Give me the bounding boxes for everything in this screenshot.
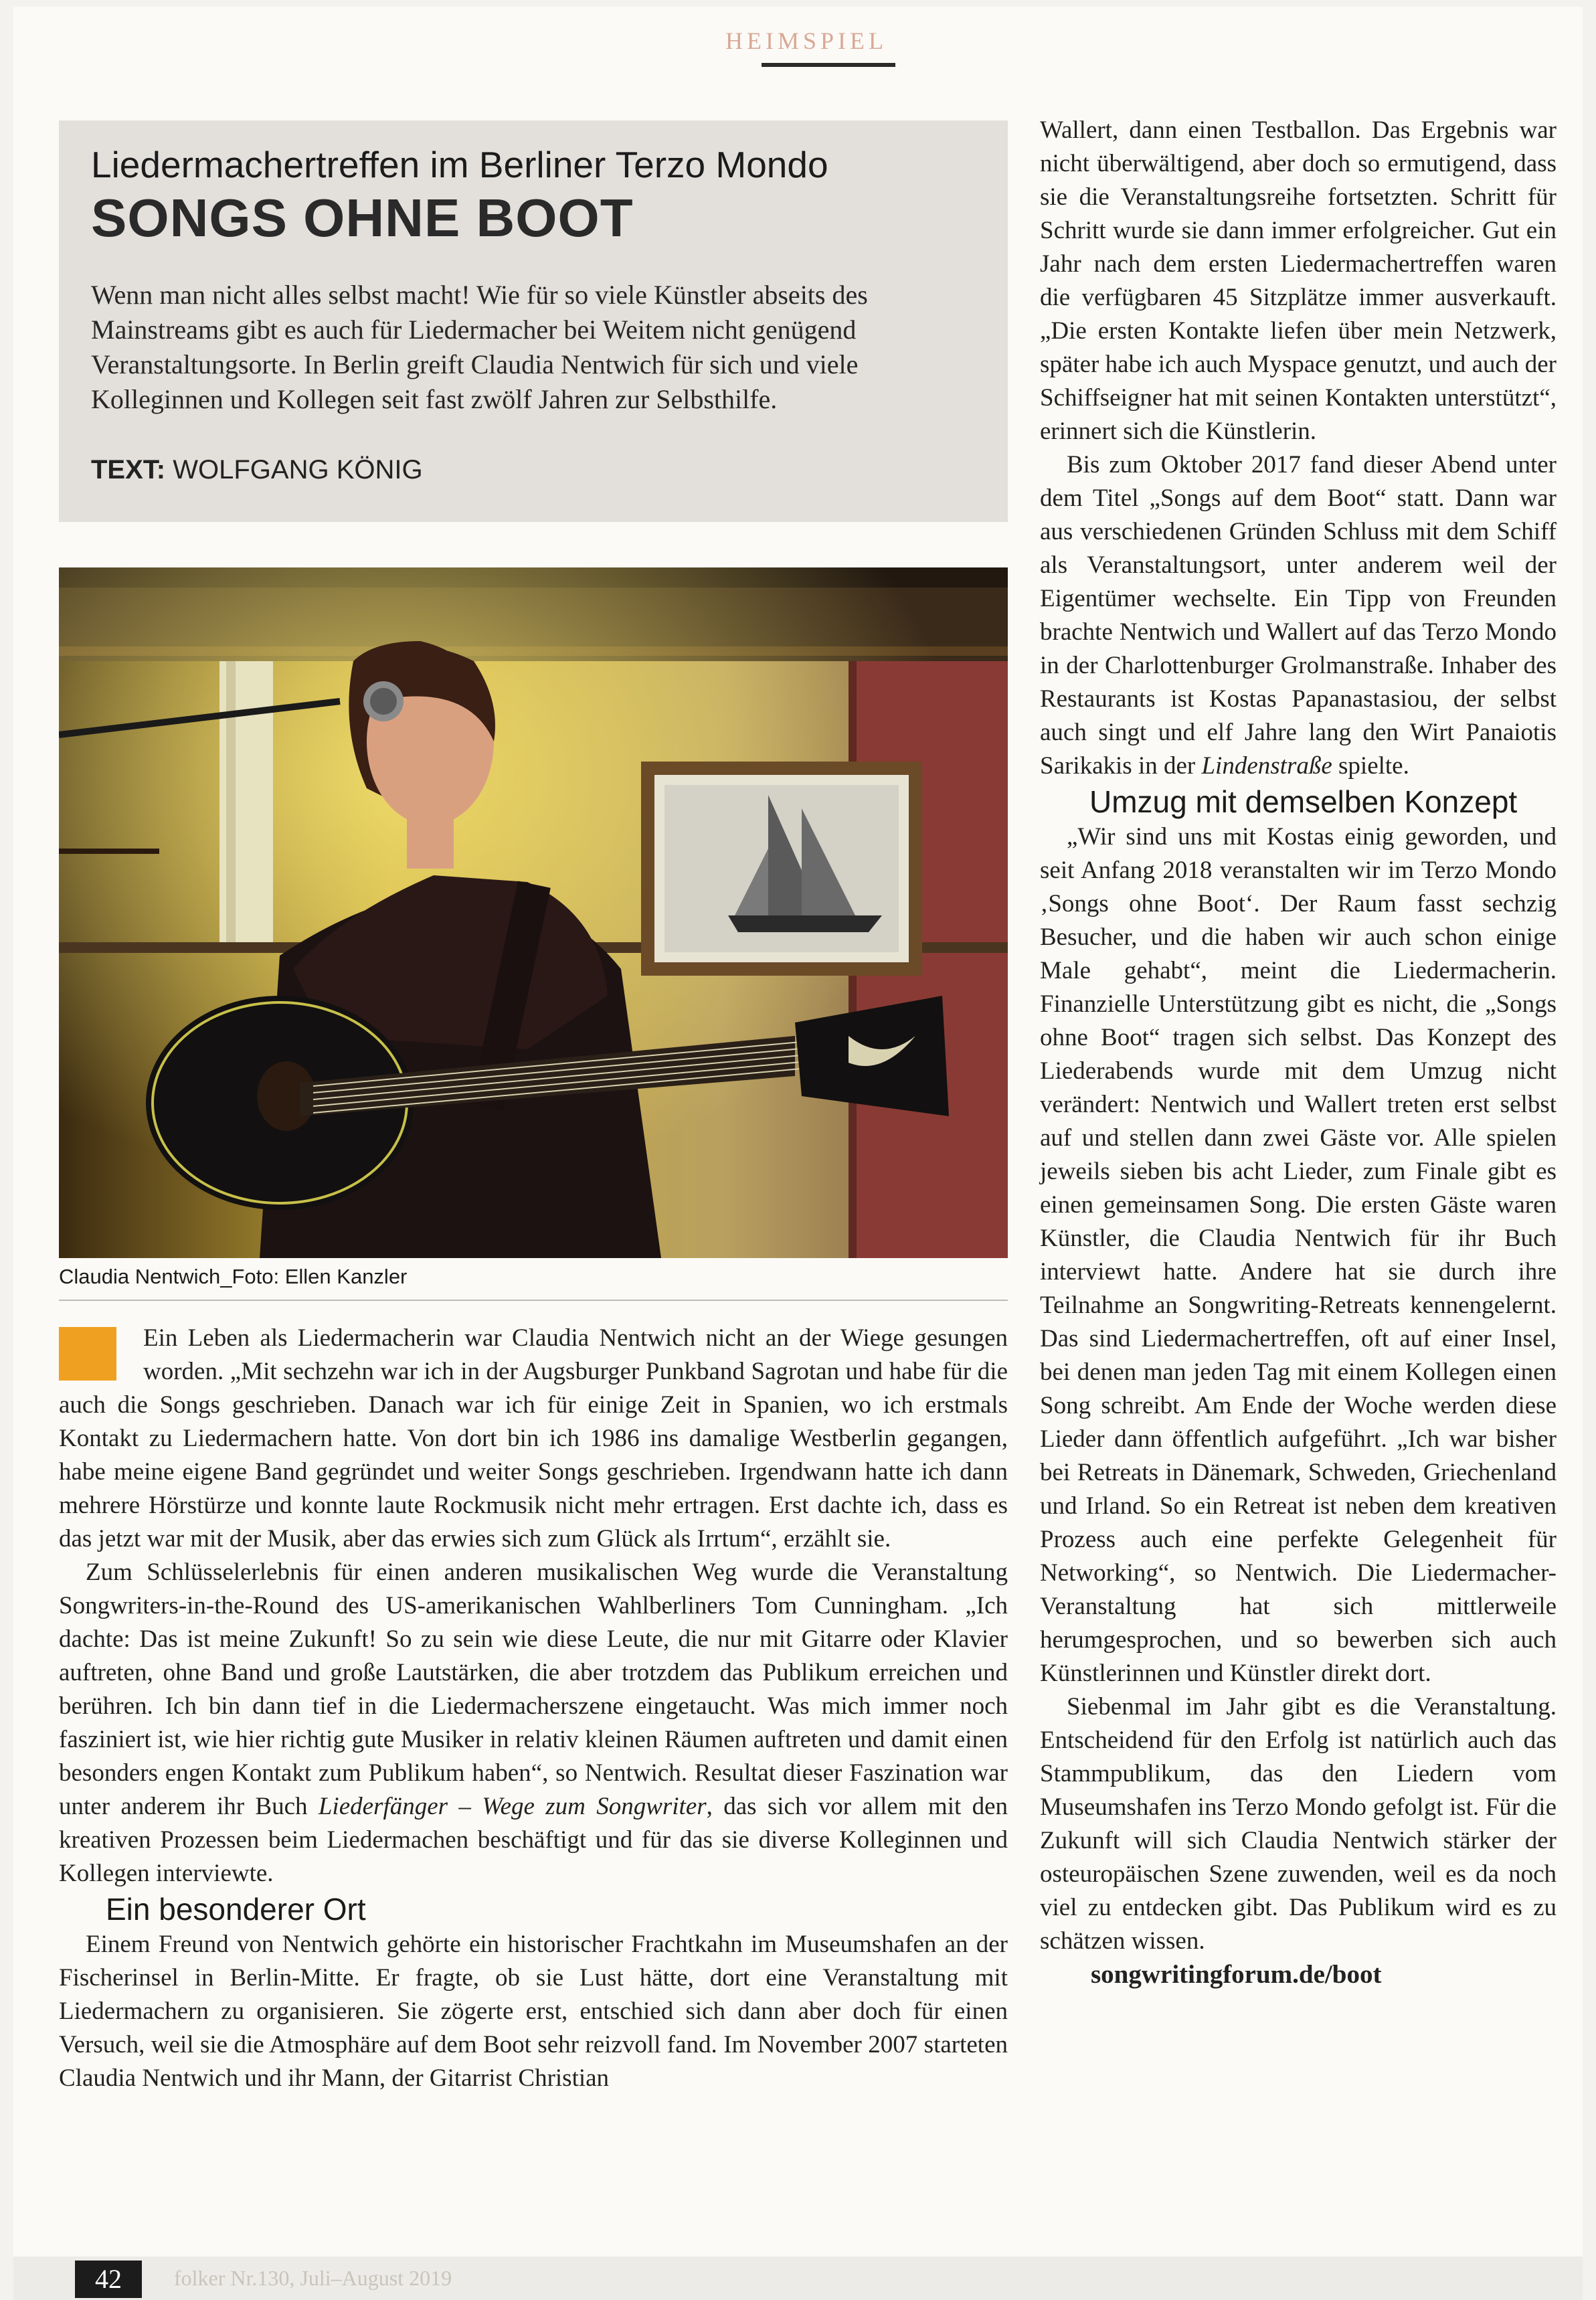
author-label: TEXT: <box>91 455 166 484</box>
author-name: WOLFGANG KÖNIG <box>173 455 423 484</box>
subheading-umzug: Umzug mit demselben Konzept <box>1089 784 1518 819</box>
left-column <box>59 1322 1008 2095</box>
article-title: SONGS OHNE BOOT <box>91 188 634 248</box>
caption-rule <box>59 1300 1008 1301</box>
paragraph-1-text: Ein Leben als Liedermacherin war Claudia Nentwich nicht an der Wiege gesungen worden. „Mit sechzehn war ich in der Augsburger Punkband Sagrotan und habe für die auch die Songs geschrieben. Danach war ich für einige Zeit in Spanien, wo ich erstmals Kontakt zu Liedermachern hatte. Von dort bin ich 1986 ins damalige Westberlin gegangen, habe meine eigene Band gegründet und weiter Songs geschrieben. Irgendwann hatte ich dann mehrere Hörstürze und konnte laute Rockmusik nicht mehr ertragen. Erst dachte ich, dass es das jetzt war mit der Musik, aber das erwies sich zum Glück als Irrtum“, erzählt sie. <box>59 1324 1008 1553</box>
paragraph-1 <box>59 1322 1008 1556</box>
photo-caption: Claudia Nentwich_Foto: Ellen Kanzler <box>59 1265 408 1288</box>
section-header: HEIMSPIEL <box>725 27 887 54</box>
paragraph-7: Siebenmal im Jahr gibt es die Veranstaltung. Entscheidend für den Erfolg ist natürlich auch das Stammpublikum, das den Liedern vom Museumshafen ins Terzo Mondo gefolgt ist. Für die Zukunft will sich Claudia Nentwich stärker der osteuropäischen Szene zuwenden, weil es da noch viel zu entdecken gibt. Das Publikum wird es zu schätzen wissen. <box>1040 1693 1557 1955</box>
tv-show-title: Lindenstraße <box>1201 752 1332 780</box>
framed-ship-picture <box>641 762 922 976</box>
paragraph-3: Einem Freund von Nentwich gehörte ein historischer Frachtkahn im Museumshafen an der Fischerinsel in Berlin-Mitte. Er fragte, ob sie Lust hätte, dort eine Veranstaltung mit Liedermachern zu organisieren. Sie zögerte erst, entschied sich dann aber doch für einen Versuch, weil sie die Atmosphäre auf dem Boot sehr reizvoll fand. Im November 2007 starteten Claudia Nentwich und ihr Mann, der Gitarrist Christian <box>59 1931 1008 2092</box>
magazine-page <box>13 7 1583 2300</box>
paragraph-6: „Wir sind uns mit Kostas einig geworden, und seit Anfang 2018 veranstalten wir im Terzo Mondo ‚Songs ohne Boot‘. Der Raum fasst sechzig Besucher, und die haben wir auch schon einige Male gehabt“, meint die Liedermacherin. Finanzielle Unterstützung gibt es nicht, die „Songs ohne Boot“ tragen sich selbst. Das Konzept des Liederabends wurde mit dem Umzug nicht verändert: Nentwich und Wallert treten erst selbst auf und stellen dann zwei Gäste vor. Alle spielen jeweils sieben bis acht Lieder, zum Finale gibt es einen gemeinsamen Song. Die ersten Gäste waren Künstler, die Claudia Nentwich für ihr Buch interviewt hatte. Andere hat sie durch ihre Teilnahme an Songwriting-Retreats kennengelernt. Das sind Liedermachertreffen, oft auf einer Insel, bei denen man jeden Tag mit einem Kollegen einen Song schreibt. Am Ende der Woche werden diese Lieder dann öffentlich aufgeführt. „Ich war bisher bei Retreats in Dänemark, Schweden, Griechenland und Irland. So ein Retreat ist neben dem kreativen Prozess auch eine perfekte Gelegenheit für Networking“, so Nentwich. Die Liedermacher-Veranstaltung hat sich mittlerweile herumgesprochen, und so bewerben sich auch Künstlerinnen und Künstler direkt dort. <box>1040 823 1557 1687</box>
subheading-ein-besonderer-ort: Ein besonderer Ort <box>106 1892 366 1927</box>
article-photo <box>59 567 1008 1258</box>
article-lead: Wenn man nicht alles selbst macht! Wie für so viele Künstler abseits des Mainstreams gibt es auch für Liedermacher bei Weitem nicht genügend Veranstaltungsorte. In Berlin greift Claudia Nentwich für sich und viele Kolleginnen und Kollegen seit fast zwölf Jahren zur Selbsthilfe. <box>91 280 868 414</box>
paragraph-5-text-a: Bis zum Oktober 2017 fand dieser Abend unter dem Titel „Songs auf dem Boot“ statt. Dann war aus verschiedenen Gründen Schluss mit dem Schiff als Veranstaltungsort, unter anderem weil der Eigentümer wechselte. Ein Tipp von Freunden brachte Nentwich und Wallert auf das Terzo Mondo in der Charlottenburger Grolmanstraße. Inhaber des Restaurants ist Kostas Papanastasiou, der selbst auch singt und elf Jahre lang den Wirt Panaiotis Sarikakis in der <box>1040 451 1557 780</box>
paragraph-4: Wallert, dann einen Testballon. Das Ergebnis war nicht überwältigend, aber doch so ermutigend, dass sie die Veranstaltungsreihe fortsetzten. Schritt für Schritt wurde sie dann immer erfolgreicher. Gut ein Jahr nach dem ersten Liedermachertreffen waren die verfügbaren 45 Sitzplätze immer ausverkauft. „Die ersten Kontakte liefen über mein Netzwerk, später habe ich auch Myspace genutzt, und auch der Schiffseigner hat mit seinen Kontakten unterstützt“, erinnert sich die Künstlerin. <box>1040 116 1557 445</box>
article-kicker: Liedermachertreffen im Berliner Terzo Mondo <box>91 144 828 185</box>
book-title: Liederfänger – Wege zum Songwriter <box>318 1793 707 1820</box>
paragraph-2-text-a: Zum Schlüsselerlebnis für einen anderen musikalischen Weg wurde die Veranstaltung Songwriters-in-the-Round des US-amerikanischen Wahlberliners Tom Cunningham. „Ich dachte: Das ist meine Zukunft! So zu sein wie diese Leute, die nur mit Gitarre oder Klavier auftreten, ohne Band und große Lautstärken, die aber trotzdem das Publikum erreichen und berühren. Ich bin dann tief in die Liedermacherszene eingetaucht. Was mich immer noch fasziniert ist, wie hier richtig gute Musiker in relativ kleinen Räumen auftreten und damit einen besonders engen Kontakt zum Publikum haben“, so Nentwich. Resultat dieser Faszination war unter anderem ihr Buch <box>59 1559 1008 1820</box>
section-header-rule <box>762 63 895 67</box>
paragraph-2-text-b: , das sich vor allem mit den kreativen Prozessen beim Liedermachen beschäftigt und für das sie diverse Kolleginnen und Kollegen interviewte. <box>59 1793 1008 1887</box>
intro-box <box>59 120 1008 522</box>
paragraph-5 <box>1040 448 1557 783</box>
website-link[interactable]: songwritingforum.de/boot <box>1091 1960 1382 1989</box>
photo-illustration <box>59 567 1008 1258</box>
paragraph-2 <box>59 1556 1008 1890</box>
paragraph-5-text-b: spielte. <box>1332 752 1409 780</box>
article-author <box>91 455 423 485</box>
accent-square <box>59 1327 116 1381</box>
page-number: 42 <box>75 2261 142 2298</box>
right-column <box>1040 114 1557 1992</box>
publication-info: folker Nr.130, Juli–August 2019 <box>174 2266 452 2290</box>
